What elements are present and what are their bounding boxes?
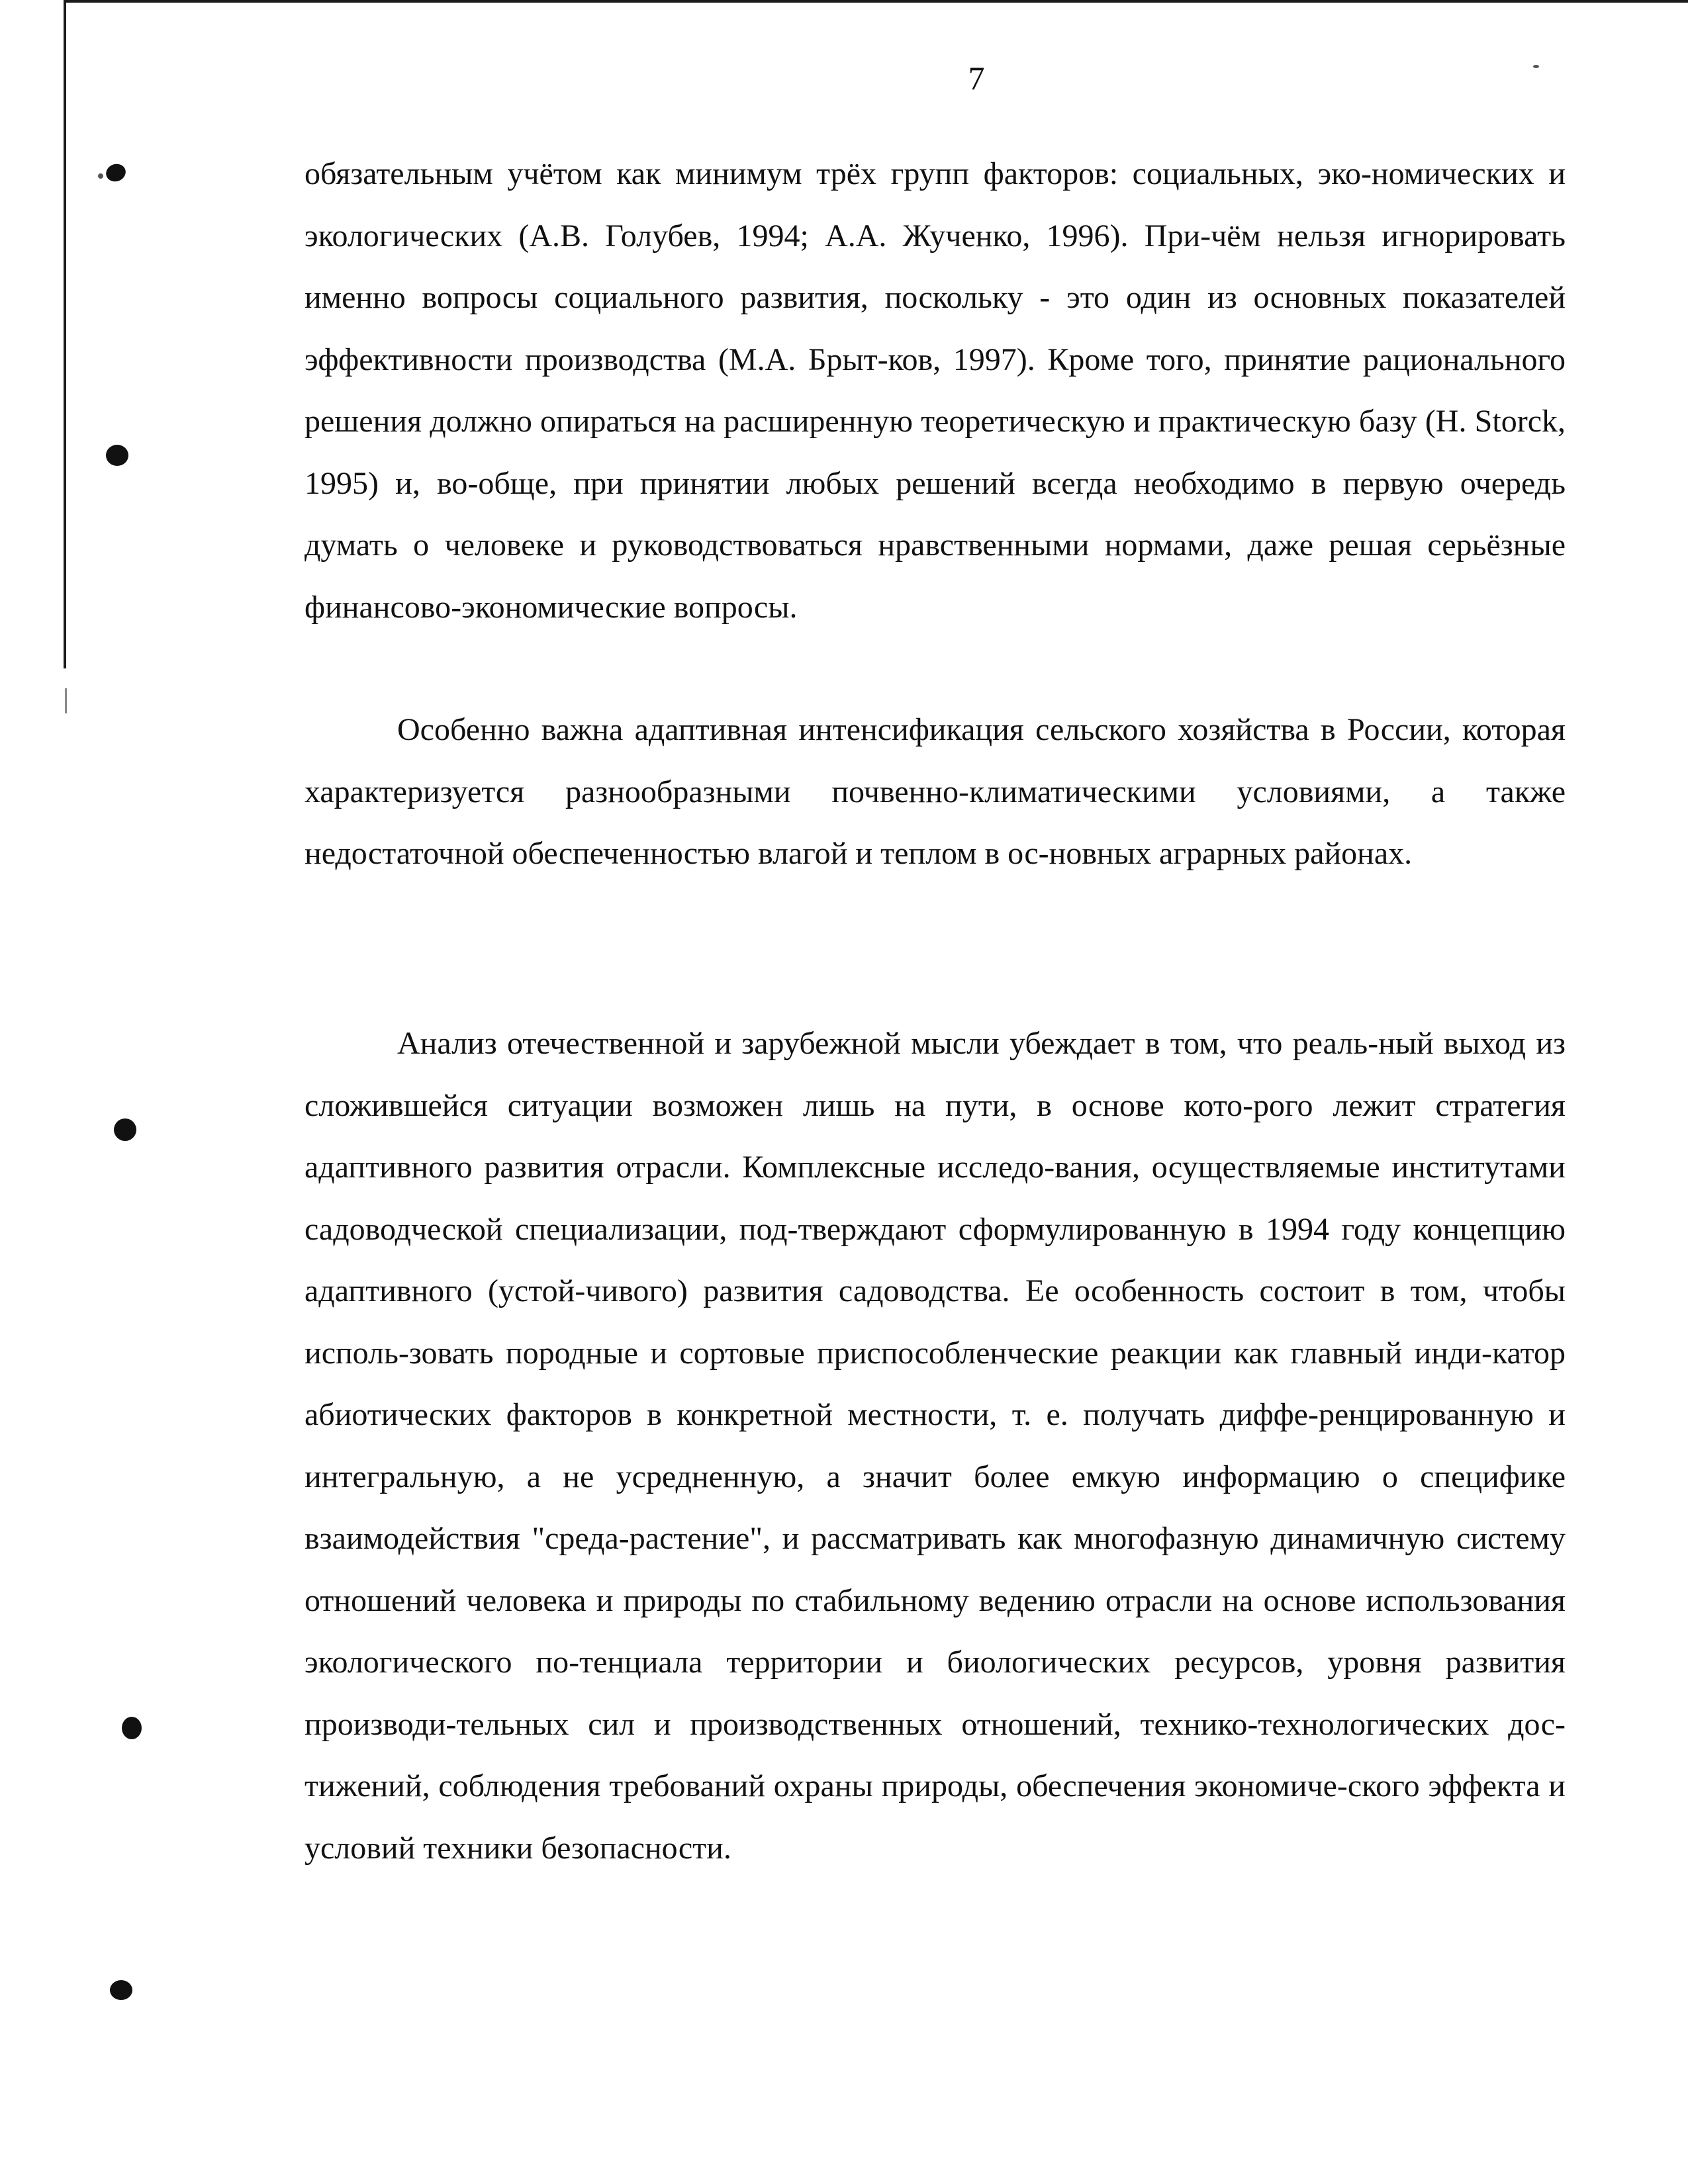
paragraph-russia-adaptive: [305, 699, 1566, 885]
page-frame-left-line: [64, 0, 66, 668]
paragraph-text: Анализ отечественной и зарубежной мысли убеждает в том, что реаль-ный выход из сложившейся ситуации возможен лишь на пути, в основе кото-рого лежит стратегия адаптивного развития отрасли. Комплексные исследо-вания, осуществляемые институтами садоводческой специализации, под-тверждают сформулированную в 1994 году концепцию адаптивного (устой-чивого) развития садоводства. Ее особенность состоит в том, чтобы исполь-зовать породные и сортовые приспособленческие реакции как главный инди-катор абиотических факторов в конкретной местности, т. е. получать диффе-ренцированную и интегральную, а не усредненную, а значит более емкую информацию о специфике взаимодействия "среда-растение", и рассматривать как многофазную динамичную систему отношений человека и природы по стабильному ведению отрасли на основе использования экологического по-тенциала территории и биологических ресурсов, уровня развития производи-тельных сил и производственных отношений, технико-технологических дос-тижений, соблюдения требований охраны природы, обеспечения экономиче-ского эффекта и условий техники безопасности.: [305, 1026, 1566, 1866]
paragraph-text: Особенно важна адаптивная интенсификация сельского хозяйства в России, которая характеризуется разнообразными почвенно-климатическими условиями, а также недостаточной обеспеченностью влагой и теплом в ос-новных аграрных районах.: [305, 712, 1566, 871]
paragraph-continuation: [305, 143, 1566, 638]
scan-speck: [1533, 65, 1539, 68]
paragraph-analysis: [305, 1013, 1566, 1879]
punch-hole-mark: [110, 1980, 132, 2000]
punch-hole-mark: [114, 1118, 136, 1141]
scan-mark: [65, 688, 67, 713]
punch-hole-mark: [122, 1717, 142, 1739]
scan-speck: [98, 173, 103, 179]
punch-hole-mark: [106, 445, 128, 466]
paragraph-text: обязательным учётом как минимум трёх групп факторов: социальных, эко-номических и экологических (А.В. Голубев, 1994; А.А. Жученко, 1996). При-чём нельзя игнорировать именно вопросы социального развития, поскольку - это один из основных показателей эффективности производства (М.А. Брыт-ков, 1997). Кроме того, принятие рационального решения должно опираться на расширенную теоретическую и практическую базу (H. Storck, 1995) и, во-обще, при принятии любых решений всегда необходимо в первую очередь думать о человеке и руководствоваться нравственными нормами, даже решая серьёзные финансово-экономические вопросы.: [305, 156, 1566, 625]
punch-hole-mark: [103, 161, 128, 185]
page-frame-top-line: [64, 0, 1688, 3]
page-number: 7: [968, 60, 985, 97]
